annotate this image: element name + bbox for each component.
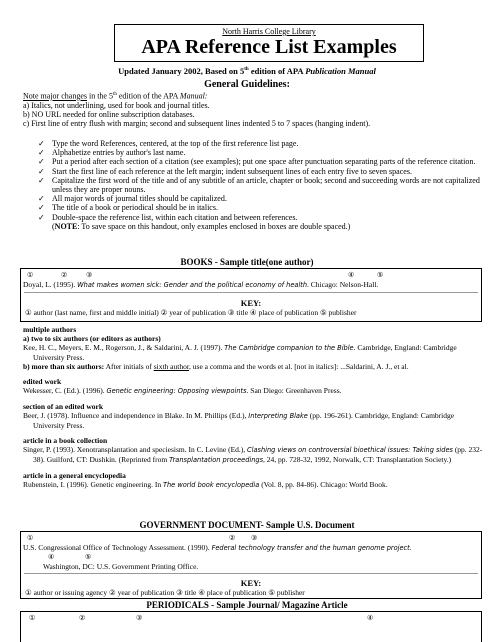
edited-work-entry: Wekesser, C. (Ed.). (1996). Genetic engineering: Opposing viewpoints. San Diego: Greenhaven Press.: [23, 386, 342, 395]
checklist-item: ✓ Alphabetize entries by author's last name.: [38, 148, 186, 158]
guidelines-note: Note major changes in the 5th edition of the APA Manual:: [23, 91, 208, 101]
checklist-item: ✓ Type the word References, centered, at the top of the first reference list page.: [38, 139, 299, 148]
marker-periodical: ④: [367, 614, 374, 622]
check-icon: ✓: [38, 157, 45, 167]
multi-author-entry: Kee, H. C., Meyers, E. M., Rogerson, J., & Saldarini, A. J. (1997). The Cambridge companion to the Bible. Cambridge, England: Cambridge University Press.: [23, 343, 457, 362]
key-title: KEY:: [240, 578, 262, 588]
check-icon: ✓: [38, 148, 45, 158]
marker-author: ①: [27, 534, 34, 542]
periodicals-heading: PERIODICALS - Sample Journal/ Magazine Article: [146, 600, 348, 610]
two-six-authors-heading: a) two to six authors (or editors as authors): [23, 334, 161, 343]
checklist-item: ✓ All major words of journal titles should be capitalized.: [38, 194, 227, 204]
periodicals-example-box: [20, 611, 482, 642]
check-icon: ✓: [38, 166, 45, 176]
checklist-item: ✓ Put a period after each section of a citation (see examples); put one space after punctuation separating parts of the reference citation.: [38, 157, 476, 167]
marker-year: ②: [61, 271, 68, 279]
marker-author: ①: [27, 271, 34, 279]
header-box: [114, 24, 424, 62]
marker-author: ①: [29, 614, 36, 622]
article-collection-heading: article in a book collection: [23, 436, 108, 445]
guidelines-intro: [23, 90, 483, 128]
divider: [24, 573, 478, 574]
check-icon: ✓: [38, 139, 45, 148]
encyclopedia-heading: article in a general encyclopedia: [23, 471, 126, 480]
check-icon: ✓: [38, 194, 45, 204]
guidelines-title: General Guidelines:: [204, 79, 290, 90]
guidelines-checklist: [30, 139, 482, 231]
key-text: ① author or issuing agency ② year of publication ③ title ④ place of publication ⑤ publisher: [25, 588, 305, 597]
marker-publisher: ⑤: [377, 271, 384, 279]
government-entry: U.S. Congressional Office of Technology Assessment. (1990). Federal technology transfer and the human genome project.: [23, 543, 412, 552]
marker-year: ②: [79, 614, 86, 622]
updated-line: Updated January 2002, Based on 5th edition of APA Publication Manual: [118, 66, 376, 76]
marker-publisher: ⑤: [85, 553, 92, 561]
guideline-c: c) First line of entry flush with margin; second and subsequent lines indented 5 to 7 spaces (hanging indent).: [23, 119, 371, 129]
guideline-b: b) NO URL needed for online subscription databases.: [23, 110, 195, 120]
checklist-item: ✓ Start the first line of each reference at the left margin; indent subsequent lines of each entry five to seven spaces.: [38, 166, 412, 176]
examples: [23, 325, 485, 490]
marker-year: ②: [229, 534, 236, 542]
checklist-item: ✓ Capitalize the first word of the title and of any subtitle of an article, chapter or book; second and succeeding words are not capitalized unless they are proper nouns.: [38, 175, 480, 195]
checklist-note: (NOTE: To save space on this handout, only examples enclosed in boxes are double spaced.): [52, 221, 351, 231]
key-text: ① author (last name, first and middle initial) ② year of publication ③ title ④ place of publication ⑤ publisher: [25, 308, 357, 317]
key-title: KEY:: [240, 298, 262, 308]
page-title: APA Reference List Examples: [141, 36, 397, 58]
marker-place: ④: [348, 271, 355, 279]
checklist-item: ✓ Double-space the reference list, within each citation and between references.: [38, 212, 298, 222]
multiple-authors-heading: multiple authors: [23, 325, 77, 334]
section-edited-entry: Beer, J. (1978). Influence and independence in Blake. In M. Phillips (Ed.), Interpreting Blake (pp. 196-261). Cambridge, England: Cambridge University Press.: [23, 411, 455, 430]
marker-title: ③: [251, 534, 258, 542]
more-than-six-rule: b) more than six authors: After initials of sixth author, use a comma and the words et al. [not in italics]: ...Saldarini, A. J., et al.: [23, 362, 409, 371]
encyclopedia-entry: Rubenstein, I. (1996). Genetic engineering. In The world book encyclopedia (Vol. 8, pp. 84-86). Chicago: World Book.: [23, 480, 388, 489]
check-icon: ✓: [38, 175, 45, 185]
marker-title: ③: [136, 614, 143, 622]
books-heading: BOOKS - Sample title(one author): [180, 257, 314, 267]
library-name: North Harris College Library: [222, 27, 316, 36]
checklist-item: ✓ The title of a book or periodical should be in italics.: [38, 203, 218, 213]
article-collection-entry: Singer, P. (1993). Xenotransplantation and speciesism. In C. Levine (Ed.), Clashing views on controversial bioethical issues: Taking sides (pp. 232-38). Guilford, CT: Dushkin. (Reprinted from Transplantation proceedings, 24, pp. 728-32, 1992, Norwalk, CT: Transplantation Society.): [23, 445, 483, 464]
divider: [24, 292, 478, 293]
books-example-box: [20, 268, 482, 322]
marker-title: ③: [86, 271, 93, 279]
government-example-box: [20, 531, 482, 599]
government-heading: GOVERNMENT DOCUMENT- Sample U.S. Document: [139, 520, 355, 530]
check-icon: ✓: [38, 212, 45, 222]
section-edited-heading: section of an edited work: [23, 402, 103, 411]
edited-work-heading: edited work: [23, 377, 62, 386]
guideline-a: a) Italics, not underlining, used for book and journal titles.: [23, 100, 210, 110]
check-icon: ✓: [38, 203, 45, 213]
book-entry: Doyal, L. (1995). What makes women sick: Gender and the political economy of health. Chicago: Nelson-Hall.: [23, 280, 379, 289]
marker-place: ④: [48, 553, 55, 561]
government-entry-line2: Washington, DC: U.S. Government Printing Office.: [43, 562, 199, 571]
